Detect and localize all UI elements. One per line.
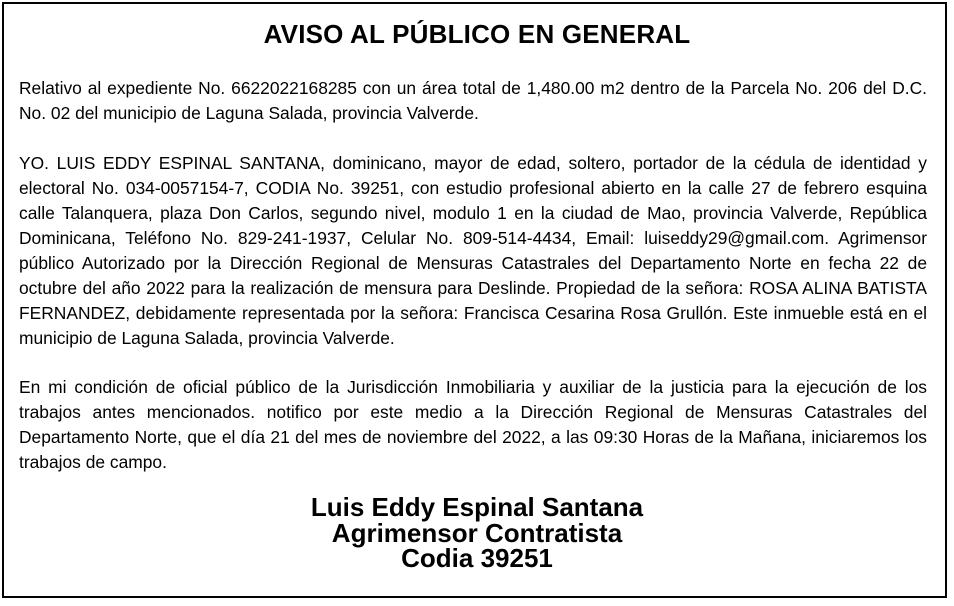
notice-paragraph-main (19, 151, 927, 351)
notice-title: AVISO AL PÚBLICO EN GENERAL (263, 19, 691, 49)
notification-text: En mi condición de oficial público de la Jurisdicción Inmobiliaria y auxiliar de la justicia para la ejecución de los trabajos antes mencionados. notifico por este medio a la Dirección Regional de Mensuras Catastrales del Departamento Norte, que el día 21 del mes de noviembre del 2022, a las 09:30 Horas de la Mañana, iniciaremos los trabajos de campo. (19, 377, 927, 472)
signature-role: Agrimensor Contratista (331, 517, 623, 548)
reference-text: Relativo al expediente No. 6622022168285 con un área total de 1,480.00 m2 dentro de la Parcela No. 206 del D.C. No. 02 del municipio de Laguna Salada, provincia Valverde. (19, 78, 927, 123)
surveyor-statement-text: YO. LUIS EDDY ESPINAL SANTANA, dominicano, mayor de edad, soltero, portador de la cédula de identidad y electoral No. 034-0057154-7, CODIA No. 39251, con estudio profesional abierto en la calle 27 de febrero esquina calle Talanquera, plaza Don Carlos, segundo nivel, modulo 1 en la ciudad de Mao, provincia Valverde, República Dominicana, Teléfono No. 829-241-1937, Celular No. 809-514-4434, Email: luiseddy29@gmail.com. Agrimensor público Autorizado por la Dirección Regional de Mensuras Catastrales del Departamento Norte en fecha 22 de octubre del año 2022 para la realización de mensura para Deslinde. Propiedad de la señora: ROSA ALINA BATISTA FERNANDEZ, debidamente representada por la señora: Francisca Cesarina Rosa Grullón. Este inmueble está en el municipio de Laguna Salada, provincia Valverde. (19, 153, 927, 348)
notice-paragraph-notification (19, 375, 927, 475)
signature-codia: Codia 39251 (401, 543, 553, 573)
notice-paragraph-reference (19, 76, 927, 126)
signature-block (0, 492, 954, 573)
signature-name: Luis Eddy Espinal Santana (310, 492, 644, 522)
